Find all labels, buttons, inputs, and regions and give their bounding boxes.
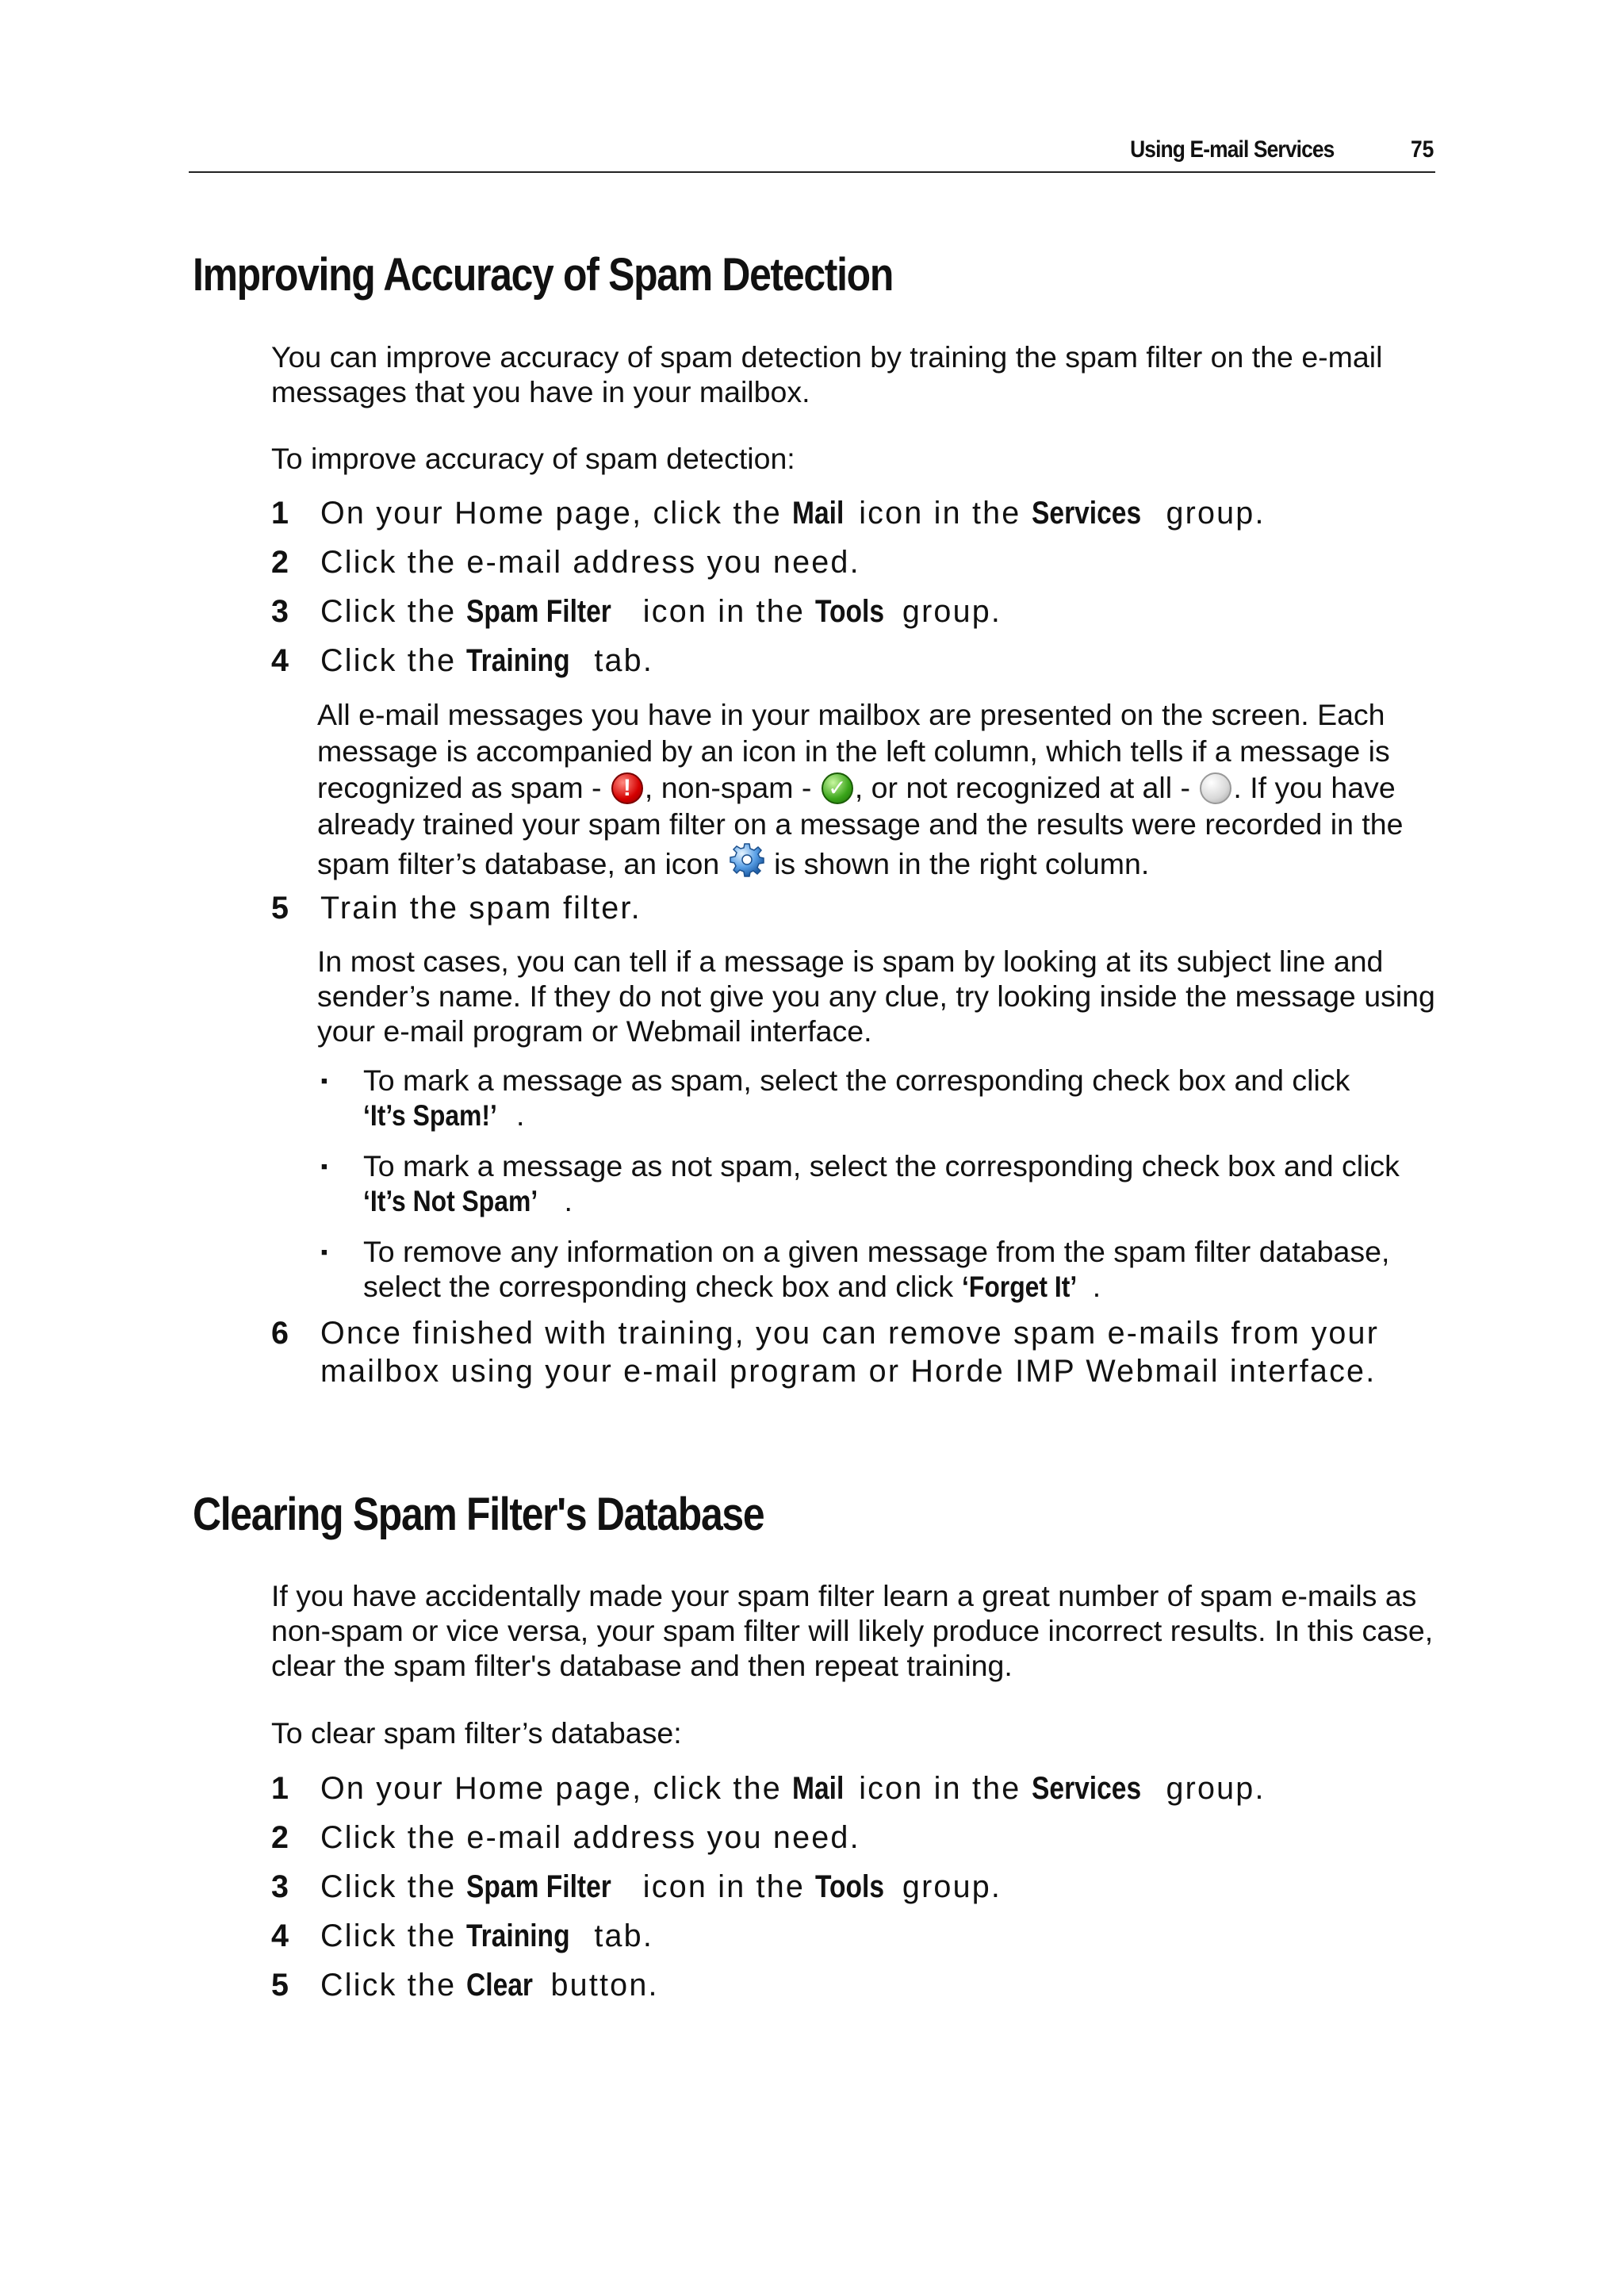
bullet-item-not-spam: To mark a message as not spam, select the corresponding check box and click ‘It’s Not Spam’ .: [363, 1149, 1400, 1217]
running-header: [189, 133, 1435, 173]
step-number: 5: [271, 1968, 289, 2003]
ui-term-tools: Tools: [815, 1869, 885, 1904]
section-title-clearing-database: Clearing Spam Filter's Database: [193, 1489, 764, 1540]
header-section-title: Using E-mail Services: [1129, 136, 1334, 163]
step-number: 3: [271, 594, 289, 629]
step-5-note: In most cases, you can tell if a message is spam by looking at its subject line and sender’s name. If they do not give you any clue, try looking inside the message using your e-mail program or Webmail interface.: [317, 945, 1435, 1048]
ui-term-spam-filter: Spam Filter: [466, 594, 612, 629]
procedure-lead: To improve accuracy of spam detection:: [271, 442, 795, 475]
step-text: Click the e-mail address you need.: [320, 545, 860, 580]
step-text: Click the Spam Filter icon in the Tools group.: [320, 1869, 1002, 1904]
step-4-note: All e-mail messages you have in your mailbox are presented on the screen. Each message is accompanied by an icon in the left column, which tells if a message is recognized as spam - !, non-spam - ✓, or not recognized at all - . If you have already trained your spam filter on a message and the results were recorded in the spam filter’s database, an icon is shown in the right column.: [317, 696, 1435, 882]
bullet-item-spam: To mark a message as spam, select the corresponding check box and click ‘It’s Spam!’ .: [363, 1064, 1350, 1132]
step-text-line-1: Once finished with training, you can remove spam e-mails from your: [320, 1316, 1380, 1351]
step-number: 4: [271, 643, 289, 678]
ui-term-mail: Mail: [792, 496, 845, 531]
step-text: On your Home page, click the Mail icon in the Services group.: [320, 1771, 1266, 1806]
bullet-marker: ■: [321, 1160, 327, 1172]
step-text: Click the Spam Filter icon in the Tools group.: [320, 594, 1002, 629]
spam-icon: [611, 772, 643, 804]
step-number: 6: [271, 1316, 289, 1351]
intro-paragraph: If you have accidentally made your spam filter learn a great number of spam e-mails as non-spam or vice versa, your spam filter will likely produce incorrect results. In this case, clear the spam filter's database and then repeat training.: [271, 1579, 1434, 1682]
not-recognized-icon: [1200, 772, 1231, 804]
gear-icon: [730, 842, 764, 877]
step-text: Click the Training tab.: [320, 1918, 653, 1953]
section-title-improving-accuracy: Improving Accuracy of Spam Detection: [193, 249, 894, 301]
ui-term-services: Services: [1031, 496, 1141, 531]
non-spam-check-icon: [822, 772, 853, 804]
step-number: 1: [271, 496, 289, 531]
step-text: Train the spam filter.: [320, 891, 642, 926]
ui-term-forget-it: ‘Forget It’: [961, 1270, 1077, 1303]
ui-term-training: Training: [466, 643, 571, 678]
procedure-lead: To clear spam filter’s database:: [271, 1716, 682, 1750]
ui-term-mail: Mail: [792, 1771, 845, 1806]
step-number: 2: [271, 545, 289, 580]
bullet-item-forget: To remove any information on a given message from the spam filter database, select the corresponding check box and click ‘Forget It’ .: [363, 1235, 1390, 1303]
page-number: 75: [1410, 136, 1434, 163]
step-number: 1: [271, 1771, 289, 1806]
bullet-marker: ■: [321, 1246, 327, 1258]
bullet-marker: ■: [321, 1075, 327, 1087]
ui-term-its-not-spam: ‘It’s Not Spam’: [363, 1184, 538, 1217]
step-number: 4: [271, 1918, 289, 1953]
ui-term-clear: Clear: [466, 1968, 534, 2003]
ui-term-services: Services: [1031, 1771, 1141, 1806]
step-number: 3: [271, 1869, 289, 1904]
ui-term-training: Training: [466, 1918, 571, 1953]
step-text: On your Home page, click the Mail icon in the Services group.: [320, 496, 1266, 531]
ui-term-tools: Tools: [815, 594, 885, 629]
step-text: Click the e-mail address you need.: [320, 1820, 860, 1855]
intro-paragraph: You can improve accuracy of spam detection by training the spam filter on the e-mail messages that you have in your mailbox.: [271, 340, 1383, 408]
ui-term-its-spam: ‘It’s Spam!’: [363, 1098, 497, 1132]
step-text: Click the Training tab.: [320, 643, 653, 678]
step-number: 5: [271, 891, 289, 926]
step-text-line-2: mailbox using your e-mail program or Horde IMP Webmail interface.: [320, 1354, 1377, 1389]
ui-term-spam-filter: Spam Filter: [466, 1869, 612, 1904]
step-text: Click the Clear button.: [320, 1968, 659, 2003]
step-number: 2: [271, 1820, 289, 1855]
